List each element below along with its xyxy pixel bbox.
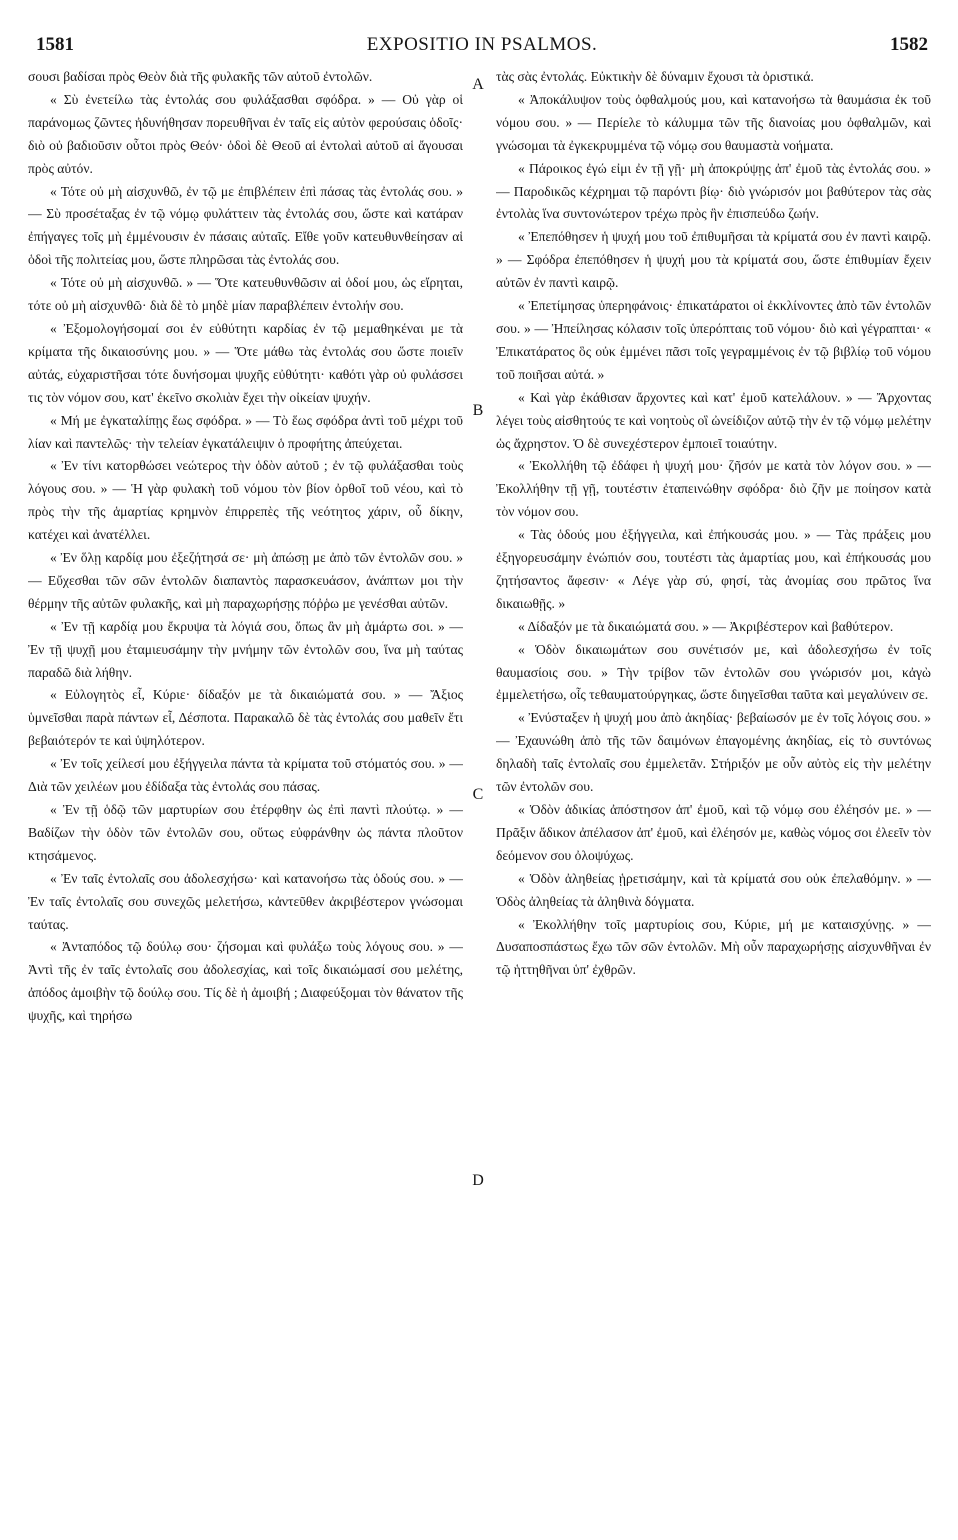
paragraph: « Εὐλογητὸς εἶ, Κύριε· δίδαξόν με τὰ δικαιώματά σου. » — Ἄξιος ὑμνεῖσθαι παρὰ πάντων εἶ, Δέσποτα. Παρακαλῶ δὲ τὰς ἐντολάς σου μαθεῖν ἔτι βεβαιότερόν τε καὶ ὑψηλότερον. bbox=[28, 687, 463, 749]
margin-marker-b: B bbox=[472, 402, 484, 419]
paragraph: « Πάροικος ἐγώ εἰμι ἐν τῇ γῇ· μὴ ἀποκρύψῃς ἀπ' ἐμοῦ τὰς ἐντολάς σου. » — Παροδικῶς κέχρημαι τῷ παρόντι βίῳ· διὸ γνώρισόν μοι βαθύτερον τὰς σὰς ἐντολὰς ἵνα συντονώτερον τρέχω πρὸς ἣν ἐπισπεύδω ζωήν. bbox=[496, 160, 931, 222]
paragraph: « Μή με ἐγκαταλίπῃς ἕως σφόδρα. » — Τὸ ἕως σφόδρα ἀντὶ τοῦ μέχρι τοῦ λίαν καὶ παντελῶς· τὴν τελείαν ἐγκατάλειψιν ὁ προφήτης ἀπεύχεται. bbox=[28, 412, 463, 451]
left-column bbox=[28, 66, 463, 1521]
paragraph: « Ἐν τοῖς χείλεσί μου ἐξήγγειλα πάντα τὰ κρίματα τοῦ στόματός σου. » — Διὰ τῶν χειλέων μου ἐδίδαξα τὰς ἐντολάς σου πάσας. bbox=[28, 756, 463, 795]
paragraph: « Τότε οὐ μὴ αἰσχυνθῶ, ἐν τῷ με ἐπιβλέπειν ἐπὶ πάσας τὰς ἐντολάς σου. » — Σὺ προσέταξας ἐν τῷ νόμῳ φυλάττειν τὰς ἐντολάς σου, ὥστε καὶ κατάραν ἐπήγαγες τοῖς μὴ ἐμμένουσιν ἐν πάσαις αὐταῖς. Εἴθε γοῦν κατευθυνθείησαν αἱ ὁδοὶ τῆς πολιτείας μου, ὥστε πληρῶσαι τὰς ἐντολάς σου. bbox=[28, 183, 463, 268]
paragraph: « Ἐκολλήθην τοῖς μαρτυρίοις σου, Κύριε, μή με καταισχύνῃς. » — Δυσαποσπάστως ἔχω τῶν σῶν ἐντολῶν. Μὴ οὖν παραχωρήσῃς αἰσχυνθῆναι ἐν τῷ ἡττηθῆναι ὑπ' ἐχθρῶν. bbox=[496, 916, 931, 978]
paragraph: τὰς σὰς ἐντολάς. Εὐκτικὴν δὲ δύναμιν ἔχουσι τὰ ὁριστικά. bbox=[496, 69, 814, 84]
paragraph: « Ἐκολλήθη τῷ ἐδάφει ἡ ψυχή μου· ζῆσόν με κατὰ τὸν λόγον σου. » — Ἐκολλήθην τῇ γῇ, τουτέστιν ἐταπεινώθην σφόδρα· διὸ ζῆν με ποίησον κατὰ τὸν νόμον σου. bbox=[496, 458, 931, 520]
paragraph: « Ἐν ταῖς ἐντολαῖς σου ἀδολεσχήσω· καὶ κατανοήσω τὰς ὁδούς σου. » — Ἐν ταῖς ἐντολαῖς σου συνεχῶς μελετήσω, κἀντεῦθεν ἀκριβέστερον γνώσομαι ταύτας. bbox=[28, 870, 463, 932]
paragraph: « Ἐξομολογήσομαί σοι ἐν εὐθύτητι καρδίας ἐν τῷ μεμαθηκέναι με τὰ κρίματα τῆς δικαιοσύνης μου. » — Ὅτε μάθω τὰς ἐντολάς σου ὥστε ποιεῖν αὐτάς, εὐχαριστῆσαι τότε δυνήσομαι ψυχῆς εὐθύτητι· καθότι γὰρ οὐ φυλάσσει τις τὸν νόμον σου, κατ' ἐκεῖνο σκολιὰν ἔχει τὴν οἰκείαν ψυχήν. bbox=[28, 320, 463, 405]
paragraph: « Ὁδὸν ἀληθείας ᾑρετισάμην, καὶ τὰ κρίματά σου οὐκ ἐπελαθόμην. » — Ὁδὸς ἀληθείας τὰ ἀληθινὰ δόγματα. bbox=[496, 870, 931, 909]
margin-marker-d: D bbox=[472, 1172, 484, 1189]
paragraph: « Ἀνταπόδος τῷ δούλῳ σου· ζήσομαι καὶ φυλάξω τοὺς λόγους σου. » — Ἀντὶ τῆς ἐν ταῖς ἐντολαῖς σου ἀδολεσχίας, καὶ τοῖς δικαιώμασί σου μελέτης, ἀπόδος ἀμοιβὴν τῷ δούλῳ σου. Τίς δὲ ἡ ἀμοιβή ; Διαφεύξομαι τὸν θάνατον τῆς ψυχῆς, καὶ τηρήσω bbox=[28, 939, 463, 1024]
paragraph: « Δίδαξόν με τὰ δικαιώματά σου. » — Ἀκριβέστερον καὶ βαθύτερον. bbox=[518, 618, 894, 634]
paragraph: « Ἐν τῇ ὁδῷ τῶν μαρτυρίων σου ἐτέρφθην ὡς ἐπὶ παντὶ πλούτῳ. » — Βαδίζων τὴν ὁδὸν τῶν ἐντολῶν σου, οὕτως εὐφράνθην ὡς πάντα πλοῦτον κτησάμενος. bbox=[28, 802, 463, 863]
right-column bbox=[496, 66, 931, 1521]
paragraph: « Τότε οὐ μὴ αἰσχυνθῶ. » — Ὅτε κατευθυνθῶσιν αἱ ὁδοί μου, ὡς εἴρηται, τότε οὐ μὴ αἰσχυνθῶ· διὰ δὲ τὸ μηδὲ μίαν παραβλέπειν ἐντολήν σου. bbox=[28, 275, 463, 314]
margin-marker-c: C bbox=[472, 786, 484, 803]
paragraph: « Καὶ γὰρ ἐκάθισαν ἄρχοντες καὶ κατ' ἐμοῦ κατελάλουν. » — Ἄρχοντας λέγει τοὺς αἰσθητούς τε καὶ νοητοὺς οἳ ὠνείδιζον αὐτῷ τὴν ἐν τῷ νόμῳ μελέτην ὡς ἄχρηστον. Ὁ δὲ συνεχέστερον ἐμποιεῖ τοιαύτην. bbox=[496, 389, 931, 451]
paragraph: « Ἐπετίμησας ὑπερηφάνοις· ἐπικατάρατοι οἱ ἐκκλίνοντες ἀπὸ τῶν ἐντολῶν σου. » — Ἠπείλησας κόλασιν τοῖς ὑπερόπταις τοῦ νόμου· διὸ καὶ γέγραπται· « Ἐπικατάρατος ὃς οὐκ ἐμμένει πᾶσι τοῖς γεγραμμένοις ἐν τῷ βιβλίῳ τοῦ νόμου τοῦ ποιῆσαι αὐτά. » bbox=[496, 298, 931, 382]
paragraph: « Τὰς ὁδούς μου ἐξήγγειλα, καὶ ἐπήκουσάς μου. » — Τὰς πράξεις μου ἐξηγορευσάμην ἐνώπιόν σου, τουτέστι τὰς ἁμαρτίας μου, καὶ ἐπήκουσάς μου ζητήσαντος ἄφεσιν· « Λέγε γὰρ σύ, φησί, τὰς ἀνομίας σου πρῶτος ἵνα δικαιωθῇς. » bbox=[496, 527, 931, 611]
paragraph: « Ὁδὸν δικαιωμάτων σου συνέτισόν με, καὶ ἀδολεσχήσω ἐν τοῖς θαυμασίοις σου. » Τὴν τρίβον τῶν ἐντολῶν σου γνώρισόν μοι, κἀγὼ ἐμμελετήσω, οἷς τεθαυματούργηκας, ὥστε διηγεῖσθαι ταῦτα καὶ μεγαλύνειν σε. bbox=[496, 641, 931, 703]
paragraph: « Ἐνύσταξεν ἡ ψυχή μου ἀπὸ ἀκηδίας· βεβαίωσόν με ἐν τοῖς λόγοις σου. » — Ἐχαυνώθη ἀπὸ τῆς τῶν δαιμόνων ἐπαγομένης ἀκηδίας, εἰς τὸ συντόνως δηλαδὴ ταῖς ἐντολαῖς σου ἐμμελετᾶν. Στήριξόν με οὖν αὐτὸς εἰς τὴν μελέτην τῶν ἐντολῶν σου. bbox=[496, 710, 931, 795]
page-number-left: 1581 bbox=[36, 34, 74, 55]
paragraph: σουσι βαδίσαι πρὸς Θεὸν διὰ τῆς φυλακῆς τῶν αὐτοῦ ἐντολῶν. bbox=[28, 69, 373, 84]
paragraph: « Ἐν τίνι κατορθώσει νεώτερος τὴν ὁδὸν αὐτοῦ ; ἐν τῷ φυλάξασθαι τοὺς λόγους σου. » — Ἡ γὰρ φυλακὴ τοῦ νόμου τὸν βίον ὀρθοῖ τοῦ νέου, καὶ τὸ πρὸς τὴν τῆς ἁμαρτίας κρημνὸν ἐπιρρεπὲς τῆς νεότητος χάριν, οὗ δίκην, κατέχει καὶ ἀνατέλλει. bbox=[28, 458, 463, 543]
running-title: EXPOSITIO IN PSALMOS. bbox=[366, 34, 598, 55]
paragraph: « Σὺ ἐνετείλω τὰς ἐντολάς σου φυλάξασθαι σφόδρα. » — Οὐ γὰρ οἱ παράνομως ζῶντες ἠδυνήθησαν πορευθῆναι ἐν ταῖς εἰς αὐτὸν φερούσαις ὁδοῖς· διὸ οὐ βαδιοῦσιν οὗτοι πρὸς Θεόν· ὁδοὶ δὲ Θεοῦ αἱ ἐντολαὶ αὐτοῦ αἱ ἄγουσαι πρὸς αὐτόν. bbox=[28, 91, 463, 176]
paragraph: « Ὁδὸν ἀδικίας ἀπόστησον ἀπ' ἐμοῦ, καὶ τῷ νόμῳ σου ἐλέησόν με. » — Πρᾶξιν ἄδικον ἀπέλασον ἀπ' ἐμοῦ, καὶ ἐλέησόν με, καθὼς νόμος σοι ἐλεεῖν τὸν δεόμενον σου ὀλοψύχως. bbox=[496, 802, 931, 863]
margin-marker-a: A bbox=[472, 76, 484, 93]
paragraph: « Ἐν τῇ καρδίᾳ μου ἔκρυψα τὰ λόγιά σου, ὅπως ἂν μὴ ἁμάρτω σοι. » — Ἐν τῇ ψυχῇ μου ἐταμιευσάμην τὴν μνήμην τῶν ἐντολῶν σου, ἵνα μὴ ταύτας παραδῶ διὰ λήθην. bbox=[28, 618, 463, 680]
page-number-right: 1582 bbox=[890, 34, 928, 55]
paragraph: « Ἀποκάλυψον τοὺς ὀφθαλμούς μου, καὶ κατανοήσω τὰ θαυμάσια ἐκ τοῦ νόμου σου. » — Περίελε τὸ κάλυμμα τῶν τῆς διανοίας μου ὀφθαλμῶν, καὶ γνώσομαι τὰ ἐγκεκρυμμένα τῷ νόμῳ σου θαυμαστὰ νοήματα. bbox=[496, 91, 931, 153]
page-header bbox=[36, 34, 928, 58]
paragraph: « Ἐπεπόθησεν ἡ ψυχή μου τοῦ ἐπιθυμῆσαι τὰ κρίματά σου ἐν παντὶ καιρῷ. » — Σφόδρα ἐπεπόθησεν ἡ ψυχή μου τὰ κρίματά σου, ὥστε ἐπιθυμίαν ἔχειν αὐτῶν ἐν παντὶ καιρῷ. bbox=[496, 229, 931, 291]
paragraph: « Ἐν ὅλῃ καρδίᾳ μου ἐξεζήτησά σε· μὴ ἀπώσῃ με ἀπὸ τῶν ἐντολῶν σου. » — Εὔχεσθαι τῶν σῶν ἐντολῶν διαπαντὸς παρασκευάσον, ἀνάπτων μοι τὴν θέρμην τῆς αὐτῶν φυλακῆς, καὶ μὴ παραχωρήσῃς πόῤῥω με γενέσθαι αὐτῶν. bbox=[28, 550, 463, 611]
